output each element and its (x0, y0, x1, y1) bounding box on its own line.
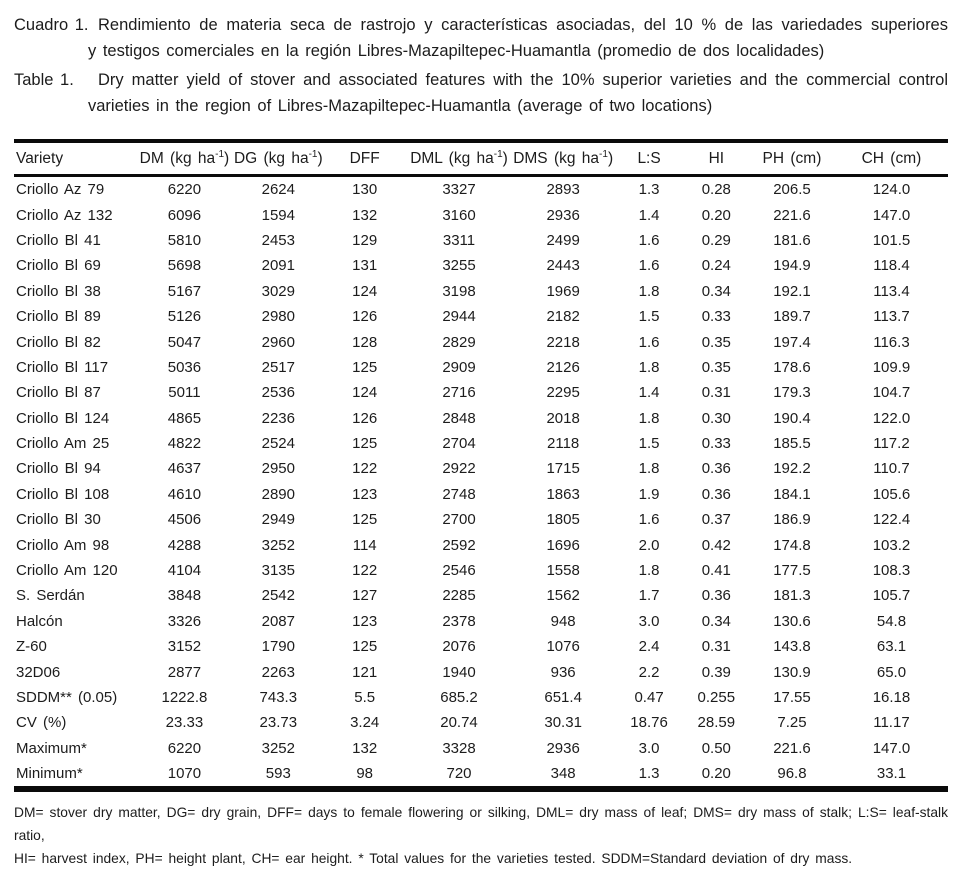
value-cell: 2236 (261, 409, 295, 427)
value-cell: 130.6 (773, 612, 811, 630)
value-cell: 0.50 (701, 739, 731, 757)
value-cell: 2018 (546, 409, 580, 427)
value-cell: 0.34 (701, 612, 731, 630)
value-cell: 2704 (442, 435, 476, 453)
value-cell: 132 (352, 739, 378, 757)
value-cell: 0.47 (634, 689, 664, 706)
value-cell: 122 (352, 562, 378, 580)
value-cell: 33.1 (876, 765, 907, 783)
value-cell: 1.8 (638, 460, 660, 478)
variety-cell: 32D06 (16, 663, 61, 681)
table-row (14, 659, 948, 684)
value-cell: 2700 (442, 511, 476, 529)
value-cell: 1222.8 (161, 689, 208, 706)
value-cell: 2893 (546, 181, 580, 199)
value-cell: 3135 (261, 562, 295, 580)
value-cell: 3848 (167, 587, 202, 605)
value-cell: 1076 (546, 638, 580, 656)
value-cell: 2536 (261, 384, 295, 402)
value-cell: 0.29 (701, 231, 731, 249)
value-cell: 192.2 (773, 460, 811, 478)
caption-spanish (14, 12, 948, 64)
value-cell: 3029 (261, 282, 295, 300)
table-row (14, 710, 948, 735)
value-cell: 2218 (546, 333, 580, 351)
value-cell: 5011 (168, 384, 201, 402)
value-cell: 113.4 (873, 282, 910, 300)
value-cell: 0.255 (697, 689, 736, 706)
value-cell: 104.7 (872, 384, 911, 402)
footnote (14, 801, 948, 870)
value-cell: 17.55 (773, 689, 811, 706)
value-cell: 101.5 (872, 231, 911, 249)
value-cell: 2453 (261, 231, 295, 249)
value-cell: 125 (352, 638, 378, 656)
value-cell: 2378 (442, 612, 476, 630)
table-row (14, 176, 948, 203)
value-cell: 123 (352, 485, 378, 503)
value-cell: 1.3 (638, 765, 660, 783)
value-cell: 6096 (167, 206, 202, 224)
value-cell: 3327 (442, 181, 476, 199)
value-cell: 2936 (546, 739, 580, 757)
value-cell: 2890 (261, 485, 295, 503)
value-cell: 124 (352, 384, 378, 402)
caption-english (14, 67, 948, 119)
value-cell: 0.36 (701, 485, 731, 503)
variety-cell: Criollo Bl 89 (16, 308, 101, 326)
caption-english-line2: varieties in the region of Libres-Mazapiltepec-Huamantla (average of two locations) (88, 97, 713, 115)
table-header (14, 141, 948, 176)
value-cell: 2091 (261, 257, 295, 275)
value-cell: 0.37 (701, 511, 731, 529)
table-row (14, 482, 948, 507)
value-cell: 0.20 (701, 765, 731, 783)
value-cell: 103.2 (872, 536, 911, 554)
value-cell: 4104 (167, 562, 202, 580)
value-cell: 2517 (261, 358, 295, 376)
value-cell: 1562 (546, 587, 580, 605)
value-cell: 2076 (442, 638, 476, 656)
value-cell: 4288 (167, 536, 202, 554)
value-cell: 122 (352, 460, 378, 478)
variety-cell: Criollo Az 132 (16, 206, 113, 224)
value-cell: 2524 (261, 435, 295, 453)
value-cell: 5126 (167, 308, 202, 326)
value-cell: 2909 (442, 358, 476, 376)
table-row (14, 507, 948, 532)
column-header-dg: DG (kg $ha^{-1}$) (233, 141, 323, 176)
column-header-dff: DFF (323, 141, 406, 176)
value-cell: 1.8 (638, 562, 660, 580)
value-cell: 3160 (442, 206, 476, 224)
value-cell: 2546 (442, 562, 476, 580)
value-cell: 1.9 (638, 485, 660, 503)
variety-cell: Criollo Bl 30 (16, 511, 101, 529)
value-cell: 181.3 (773, 587, 811, 605)
value-cell: 186.9 (773, 511, 811, 529)
value-cell: 3.0 (638, 612, 660, 630)
value-cell: 1.8 (638, 409, 660, 427)
value-cell: 3328 (442, 739, 476, 757)
value-cell: 2716 (442, 384, 476, 402)
value-cell: 206.5 (773, 181, 811, 199)
caption-spanish-line2: y testigos comerciales en la región Libres-Mazapiltepec-Huamantla (promedio de dos localidades) (88, 42, 825, 60)
column-header-ls: L:S (615, 141, 684, 176)
variety-cell: Halcón (16, 612, 63, 630)
variety-cell: Criollo Bl 69 (16, 257, 101, 275)
table-row (14, 380, 948, 405)
value-cell: 124 (352, 282, 378, 300)
value-cell: 2263 (261, 663, 295, 681)
value-cell: 114 (352, 536, 377, 554)
value-cell: 3198 (442, 282, 476, 300)
value-cell: 143.8 (773, 638, 811, 656)
value-cell: 125 (352, 358, 378, 376)
value-cell: 23.33 (165, 714, 204, 732)
value-cell: 0.31 (701, 638, 731, 656)
value-cell: 129 (352, 231, 378, 249)
table-row (14, 558, 948, 583)
value-cell: 108.3 (872, 562, 911, 580)
variety-cell: Criollo Bl 124 (16, 409, 110, 427)
value-cell: 720 (446, 765, 472, 783)
value-cell: 2944 (442, 308, 476, 326)
column-header-dm: DM (kg $ha^{-1}$) (135, 141, 233, 176)
value-cell: 1.3 (638, 181, 660, 199)
table-row (14, 279, 948, 304)
value-cell: 181.6 (773, 231, 811, 249)
table-row (14, 634, 948, 659)
value-cell: 123 (352, 612, 378, 630)
table-row (14, 253, 948, 278)
data-table (14, 139, 948, 792)
variety-cell: Criollo Az 79 (16, 181, 105, 199)
variety-cell: SDDM** (0.05) (16, 689, 118, 706)
value-cell: 0.41 (701, 562, 731, 580)
variety-cell: S. Serdán (16, 587, 85, 605)
value-cell: 0.31 (701, 384, 731, 402)
value-cell: 3252 (261, 536, 295, 554)
footnote-line1: DM= stover dry matter, DG= dry grain, DFF= days to female flowering or silking, DML= dry mass of leaf; DMS= dry mass of stalk; L:S= leaf-stalk ratio, (14, 805, 948, 844)
value-cell: 121 (352, 663, 378, 681)
column-header-ph: PH (cm) (749, 141, 835, 176)
column-header-dms: DMS (kg $ha^{-1}$) (512, 141, 615, 176)
value-cell: 2922 (442, 460, 476, 478)
value-cell: 128 (352, 333, 378, 351)
value-cell: 0.35 (701, 358, 731, 376)
value-cell: 1.7 (638, 587, 660, 605)
column-header-hi: HI (684, 141, 749, 176)
table-row (14, 355, 948, 380)
value-cell: 3255 (442, 257, 476, 275)
value-cell: 936 (550, 663, 576, 681)
value-cell: 221.6 (773, 206, 811, 224)
value-cell: 4610 (167, 485, 202, 503)
value-cell: 2.0 (638, 536, 660, 554)
table-row (14, 228, 948, 253)
value-cell: 192.1 (773, 282, 811, 300)
value-cell: 348 (550, 765, 576, 783)
value-cell: 28.59 (697, 714, 736, 732)
value-cell: 110.7 (873, 460, 910, 478)
value-cell: 2285 (442, 587, 476, 605)
value-cell: 0.36 (701, 460, 731, 478)
value-cell: 0.30 (701, 409, 731, 427)
table-row (14, 685, 948, 710)
table-body (14, 176, 948, 790)
value-cell: 3152 (167, 638, 202, 656)
value-cell: 948 (550, 612, 576, 630)
value-cell: 124.0 (872, 181, 911, 199)
value-cell: 18.76 (630, 714, 668, 732)
value-cell: 0.20 (701, 206, 731, 224)
value-cell: 1715 (546, 460, 580, 478)
table-row (14, 304, 948, 329)
value-cell: 2295 (546, 384, 580, 402)
value-cell: 685.2 (440, 689, 478, 706)
value-cell: 197.4 (773, 333, 811, 351)
value-cell: 0.33 (701, 435, 731, 453)
column-header-dml: DML (kg $ha^{-1}$) (406, 141, 512, 176)
table-row (14, 431, 948, 456)
table-row (14, 609, 948, 634)
value-cell: 7.25 (777, 714, 807, 732)
value-cell: 147.0 (872, 206, 911, 224)
value-cell: 6220 (167, 181, 202, 199)
value-cell: 178.6 (773, 358, 811, 376)
value-cell: 2182 (546, 308, 580, 326)
value-cell: 189.7 (773, 308, 811, 326)
value-cell: 127 (352, 587, 378, 605)
value-cell: 194.9 (773, 257, 811, 275)
variety-cell: Maximum* (16, 739, 87, 757)
value-cell: 593 (265, 765, 291, 783)
value-cell: 1940 (442, 663, 476, 681)
value-cell: 117.2 (873, 435, 910, 453)
value-cell: 2592 (442, 536, 476, 554)
column-header-ch: CH (cm) (835, 141, 948, 176)
value-cell: 1.5 (638, 308, 660, 326)
value-cell: 1.6 (638, 511, 660, 529)
value-cell: 16.18 (872, 689, 911, 706)
value-cell: 1969 (546, 282, 580, 300)
value-cell: 65.0 (876, 663, 907, 681)
value-cell: 98 (356, 765, 374, 783)
value-cell: 3.0 (638, 739, 660, 757)
table-row (14, 532, 948, 557)
value-cell: 0.24 (701, 257, 731, 275)
value-cell: 125 (352, 435, 378, 453)
value-cell: 105.7 (872, 587, 911, 605)
value-cell: 5698 (167, 257, 202, 275)
value-cell: 1558 (546, 562, 580, 580)
value-cell: 190.4 (773, 409, 811, 427)
table-row (14, 202, 948, 227)
value-cell: 5810 (167, 231, 202, 249)
value-cell: 116.3 (873, 333, 910, 351)
value-cell: 2.2 (638, 663, 660, 681)
column-header-variety: Variety (14, 141, 135, 176)
value-cell: 1594 (261, 206, 295, 224)
value-cell: 5036 (167, 358, 202, 376)
value-cell: 30.31 (544, 714, 582, 732)
value-cell: 0.39 (701, 663, 731, 681)
value-cell: 122.0 (872, 409, 911, 427)
table-row (14, 761, 948, 789)
value-cell: 23.73 (259, 714, 298, 732)
caption-english-line1: Dry matter yield of stover and associated features with the 10% superior varieties and the commercial control (98, 71, 948, 89)
value-cell: 1696 (546, 536, 580, 554)
value-cell: 2126 (546, 358, 580, 376)
variety-cell: Criollo Am 98 (16, 536, 110, 554)
caption-spanish-line1: Rendimiento de materia seca de rastrojo y características asociadas, del 10 % de las variedades superiores (98, 16, 948, 34)
value-cell: 1805 (546, 511, 580, 529)
value-cell: 2980 (261, 308, 295, 326)
value-cell: 5.5 (354, 689, 376, 706)
value-cell: 4506 (167, 511, 202, 529)
value-cell: 3311 (442, 231, 476, 249)
value-cell: 20.74 (440, 714, 478, 732)
value-cell: 0.33 (701, 308, 731, 326)
value-cell: 185.5 (773, 435, 811, 453)
value-cell: 2877 (167, 663, 202, 681)
variety-cell: Criollo Bl 117 (16, 358, 109, 376)
table-row (14, 406, 948, 431)
caption-english-label: Table 1. (14, 71, 74, 89)
value-cell: 179.3 (773, 384, 811, 402)
value-cell: 131 (352, 257, 378, 275)
value-cell: 113.7 (873, 308, 910, 326)
value-cell: 125 (352, 511, 378, 529)
value-cell: 2443 (546, 257, 580, 275)
value-cell: 651.4 (544, 689, 582, 706)
variety-cell: Criollo Bl 94 (16, 460, 101, 478)
variety-cell: Criollo Bl 87 (16, 384, 101, 402)
value-cell: 2936 (546, 206, 580, 224)
variety-cell: Criollo Bl 38 (16, 282, 101, 300)
table-row (14, 583, 948, 608)
value-cell: 2118 (547, 435, 580, 453)
value-cell: 11.17 (873, 714, 910, 732)
table-row (14, 456, 948, 481)
value-cell: 0.34 (701, 282, 731, 300)
value-cell: 0.28 (701, 181, 731, 199)
value-cell: 1.4 (638, 206, 660, 224)
value-cell: 2499 (546, 231, 580, 249)
value-cell: 96.8 (777, 765, 807, 783)
value-cell: 174.8 (773, 536, 811, 554)
value-cell: 105.6 (872, 485, 911, 503)
value-cell: 1.6 (638, 257, 660, 275)
value-cell: 1863 (546, 485, 580, 503)
value-cell: 1.5 (638, 435, 660, 453)
variety-cell: Criollo Am 120 (16, 562, 118, 580)
value-cell: 2748 (442, 485, 476, 503)
value-cell: 4865 (167, 409, 202, 427)
value-cell: 147.0 (872, 739, 911, 757)
value-cell: 184.1 (773, 485, 811, 503)
value-cell: 177.5 (773, 562, 811, 580)
value-cell: 5047 (167, 333, 202, 351)
value-cell: 2829 (442, 333, 476, 351)
value-cell: 2624 (261, 181, 295, 199)
value-cell: 3.24 (350, 714, 380, 732)
value-cell: 1.4 (638, 384, 660, 402)
value-cell: 0.36 (701, 587, 731, 605)
value-cell: 2848 (442, 409, 476, 427)
variety-cell: CV (%) (16, 714, 67, 732)
footnote-line2: HI= harvest index, PH= height plant, CH= ear height. * Total values for the varieties tested. SDDM=Standard deviation of dry mass. (14, 851, 853, 867)
value-cell: 122.4 (872, 511, 911, 529)
value-cell: 221.6 (773, 739, 811, 757)
table-header-row (14, 141, 948, 176)
value-cell: 743.3 (259, 689, 298, 706)
value-cell: 1.6 (638, 333, 660, 351)
value-cell: 130 (352, 181, 378, 199)
value-cell: 5167 (167, 282, 202, 300)
value-cell: 54.8 (876, 612, 907, 630)
value-cell: 3252 (261, 739, 295, 757)
value-cell: 2950 (261, 460, 295, 478)
value-cell: 0.42 (701, 536, 731, 554)
value-cell: 3326 (167, 612, 202, 630)
value-cell: 0.35 (701, 333, 731, 351)
variety-cell: Criollo Bl 41 (16, 231, 101, 249)
value-cell: 118.4 (873, 257, 910, 275)
value-cell: 2.4 (638, 638, 660, 656)
value-cell: 4637 (167, 460, 202, 478)
value-cell: 1.6 (638, 231, 660, 249)
value-cell: 126 (352, 409, 378, 427)
value-cell: 1790 (261, 638, 295, 656)
value-cell: 63.1 (876, 638, 907, 656)
value-cell: 2542 (261, 587, 295, 605)
variety-cell: Criollo Am 25 (16, 435, 110, 453)
value-cell: 6220 (167, 739, 202, 757)
value-cell: 4822 (167, 435, 202, 453)
variety-cell: Minimum* (16, 765, 83, 783)
variety-cell: Criollo Bl 108 (16, 485, 110, 503)
value-cell: 1070 (167, 765, 202, 783)
caption-spanish-label: Cuadro 1. (14, 16, 89, 34)
value-cell: 2087 (261, 612, 295, 630)
variety-cell: Z-60 (16, 638, 47, 656)
value-cell: 109.9 (872, 358, 911, 376)
value-cell: 2960 (261, 333, 295, 351)
value-cell: 126 (352, 308, 378, 326)
value-cell: 132 (352, 206, 378, 224)
table-row (14, 329, 948, 354)
table-row (14, 736, 948, 761)
value-cell: 1.8 (638, 282, 660, 300)
value-cell: 1.8 (638, 358, 660, 376)
value-cell: 2949 (261, 511, 295, 529)
variety-cell: Criollo Bl 82 (16, 333, 101, 351)
value-cell: 130.9 (773, 663, 811, 681)
